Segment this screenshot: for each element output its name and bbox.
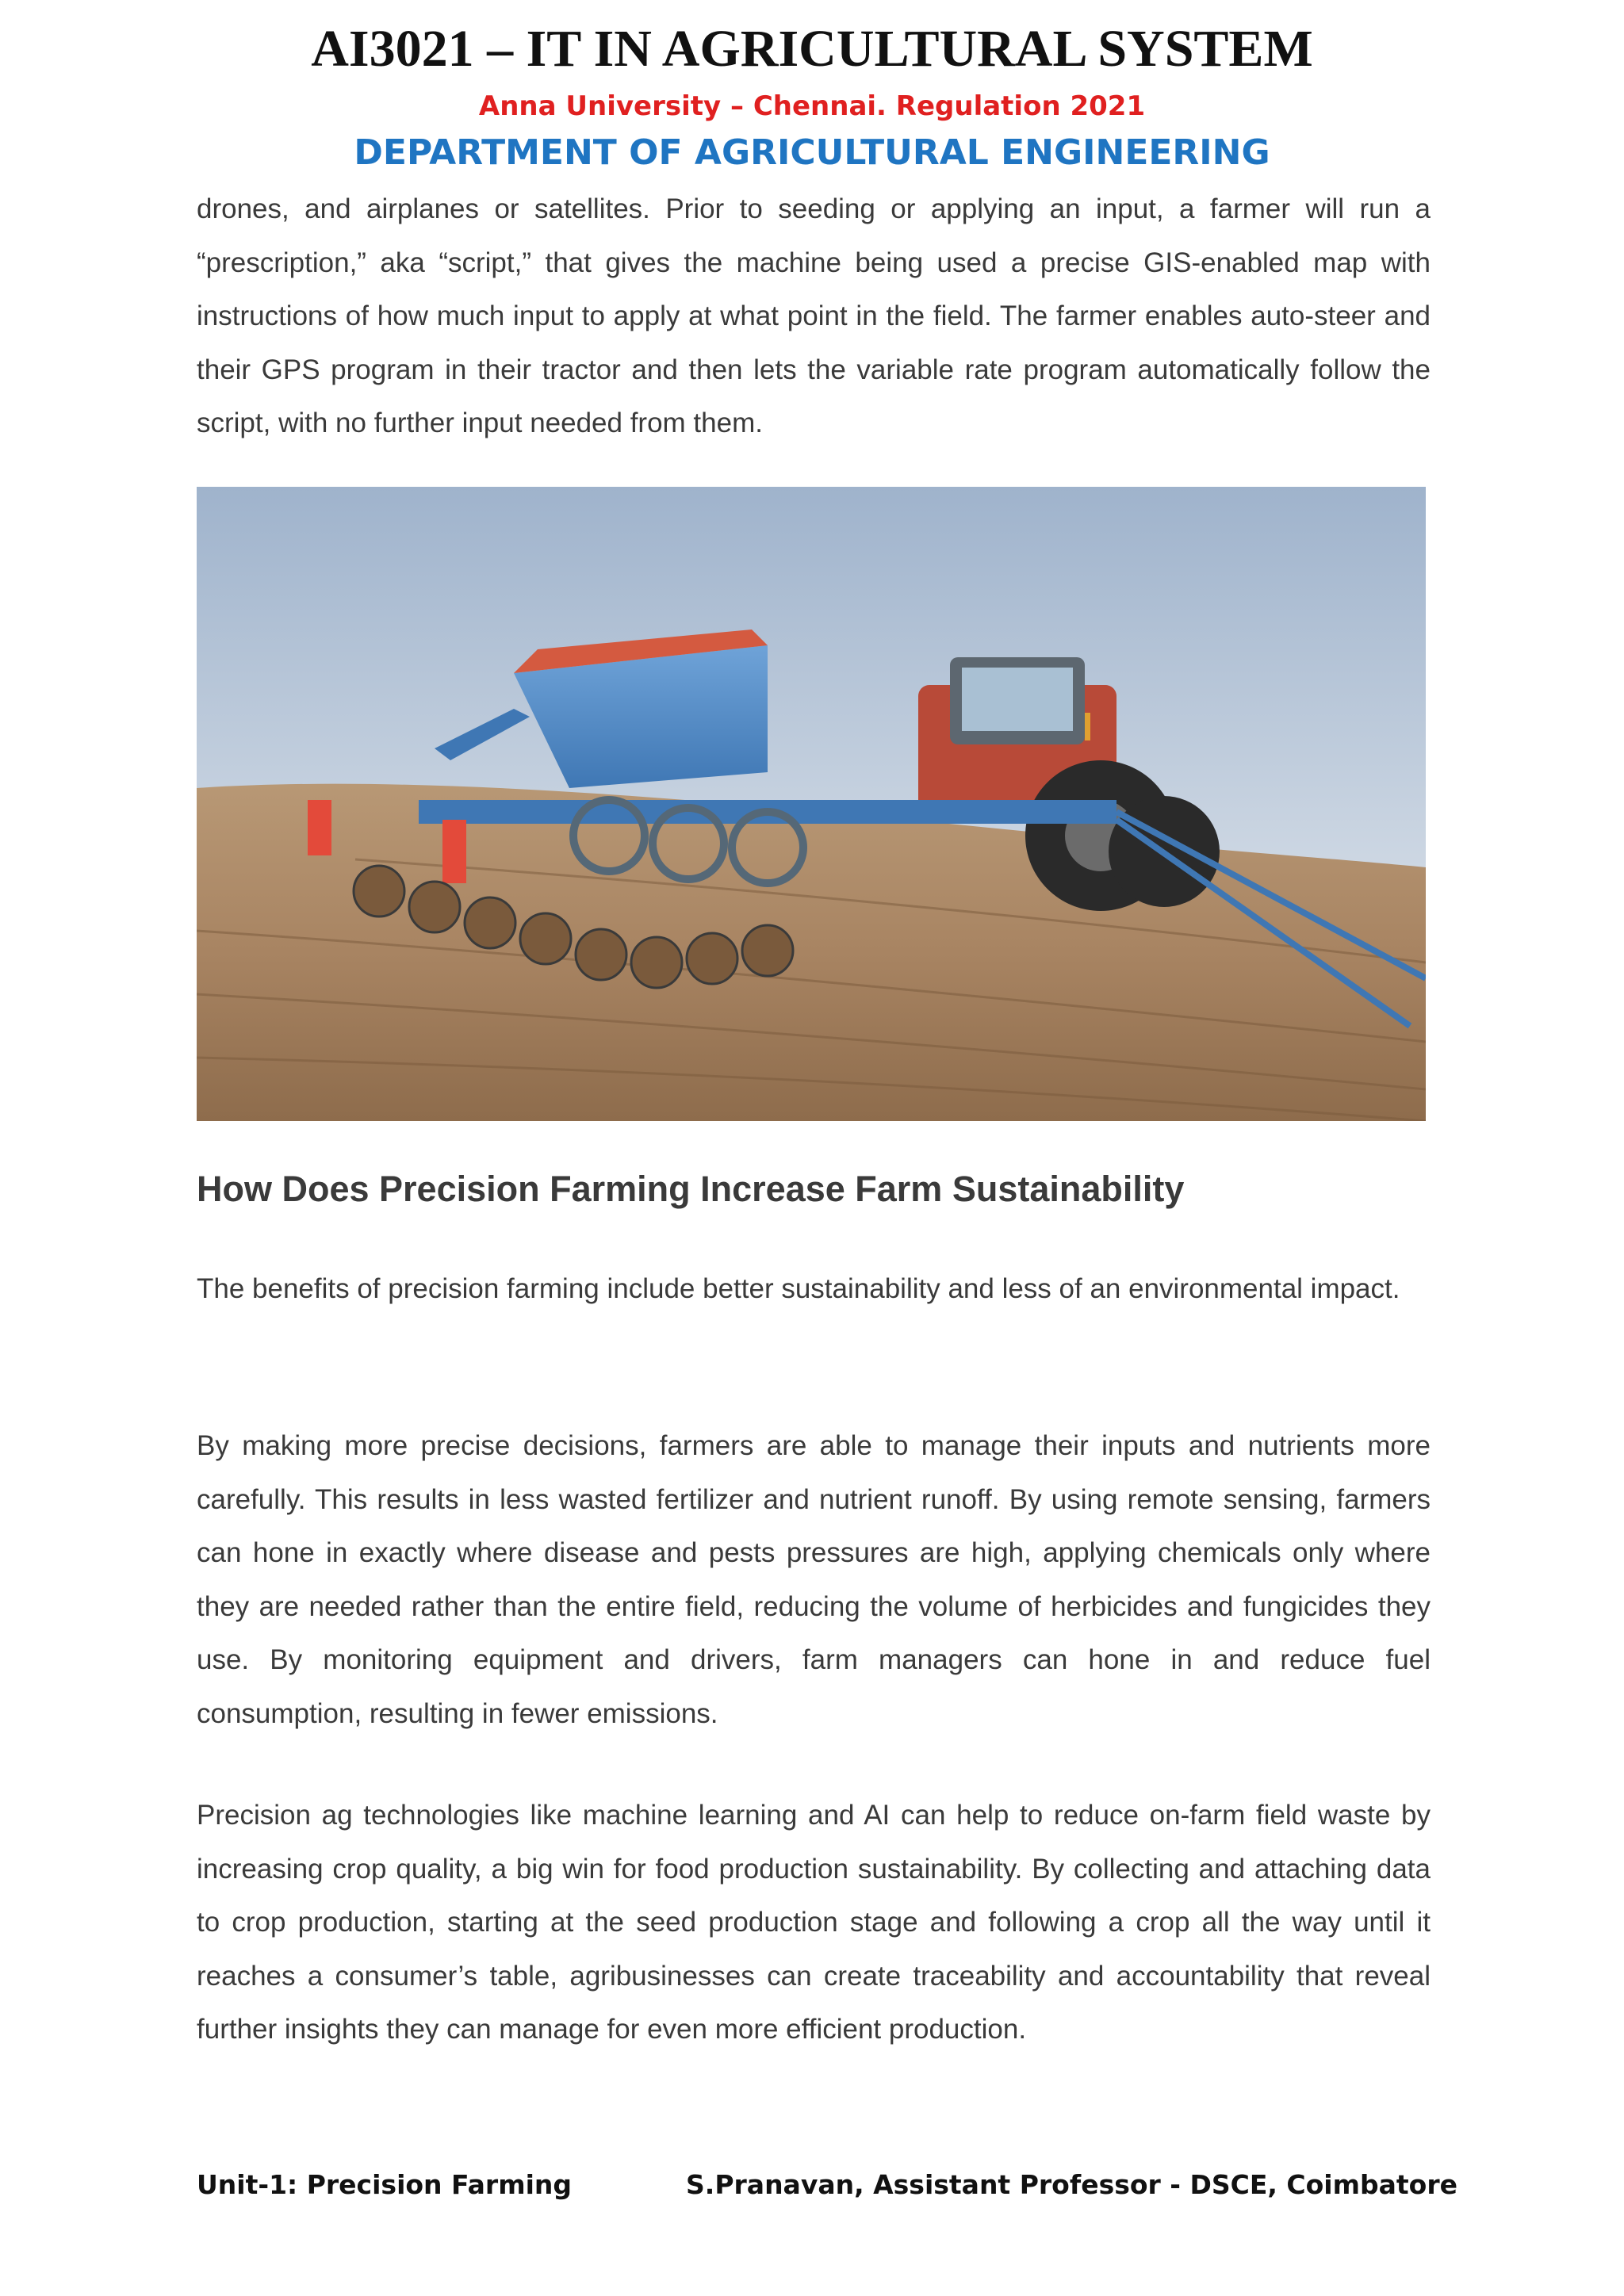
course-title: AI3021 – IT IN AGRICULTURAL SYSTEM: [311, 20, 1313, 78]
section-heading: How Does Precision Farming Increase Farm Sustainability: [197, 1169, 1185, 1209]
department-title: DEPARTMENT OF AGRICULTURAL ENGINEERING: [354, 132, 1270, 173]
paragraph-precise-decisions-block: [197, 1419, 1431, 1740]
photo-illustration: [197, 487, 1426, 1121]
page-header: [0, 17, 1624, 179]
university-subtitle: Anna University – Chennai. Regulation 2021: [478, 90, 1146, 122]
paragraph-benefits-block: [197, 1262, 1431, 1316]
intro-paragraph: drones, and airplanes or satellites. Prior to seeding or applying an input, a farmer will run a “prescription,” aka “script,” that gives the machine being used a precise GIS-enabled map with instructions of how much input to apply at what point in the field. The farmer enables auto-steer and their GPS program in their tractor and then lets the variable rate program automatically follow the script, with no further input needed from them.: [197, 193, 1431, 438]
page-footer: [197, 2169, 1457, 2204]
seed-drill-tractor-photo: [197, 487, 1426, 1121]
paragraph-precision-ag: Precision ag technologies like machine learning and AI can help to reduce on-farm field waste by increasing crop quality, a big win for food production sustainability. By collecting and attaching data to crop production, starting at the seed production stage and following a crop all the way until it reaches a consumer’s table, agribusinesses can create traceability and accountability that reveal further insights they can manage for even more efficient production.: [197, 1800, 1431, 2045]
footer-author: S.Pranavan, Assistant Professor - DSCE, Coimbatore: [686, 2169, 1457, 2200]
section-heading-block: [197, 1169, 1431, 1210]
paragraph-benefits: The benefits of precision farming include better sustainability and less of an environmental impact.: [197, 1273, 1400, 1304]
intro-block: [197, 182, 1431, 450]
paragraph-precision-ag-block: [197, 1789, 1431, 2057]
paragraph-precise-decisions: By making more precise decisions, farmers are able to manage their inputs and nutrients more carefully. This results in less wasted fertilizer and nutrient runoff. By using remote sensing, farmers can hone in exactly where disease and pests pressures are high, applying chemicals only where they are needed rather than the entire field, reducing the volume of herbicides and fungicides they use. By monitoring equipment and drivers, farm managers can hone in and reduce fuel consumption, resulting in fewer emissions.: [197, 1430, 1431, 1729]
footer-unit: Unit-1: Precision Farming: [197, 2169, 573, 2200]
